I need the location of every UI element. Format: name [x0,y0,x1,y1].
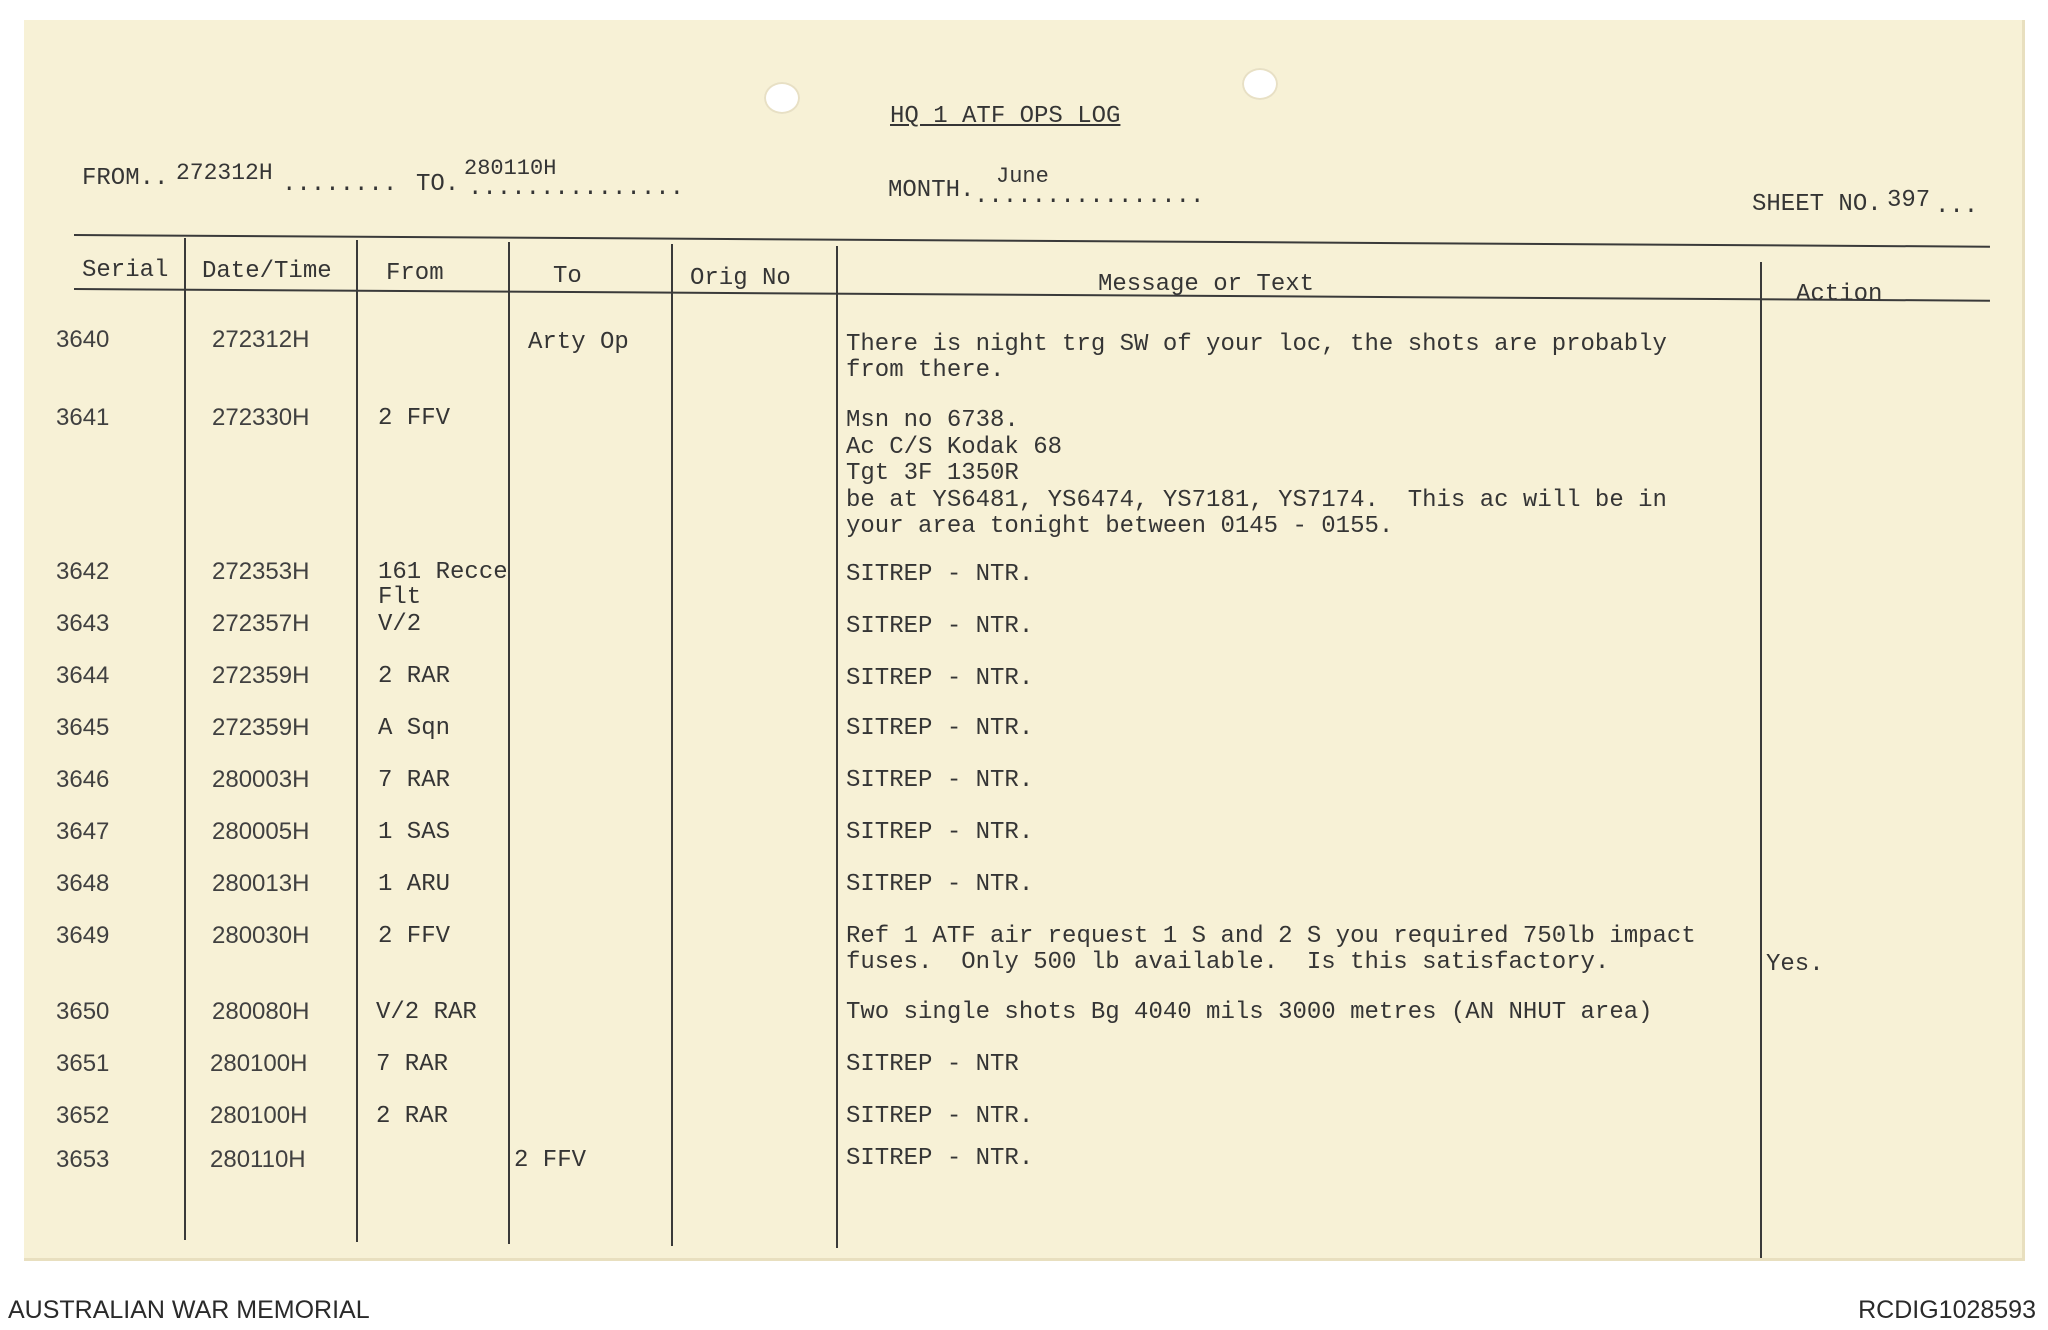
message-cell: Two single shots Bg 4040 mils 3000 metres (AN NHUT area) [846,999,1653,1026]
from-value: 272312H [176,160,273,186]
sheet-label: SHEET NO. [1752,191,1882,218]
to-value: 280110H [464,156,557,181]
message-cell: SITREP - NTR. [846,613,1034,640]
datetime-cell: 280110H [210,1146,306,1173]
serial-cell: 3653 [56,1146,110,1173]
datetime-cell: 272312H [212,326,310,353]
datetime-cell: 280100H [210,1102,308,1129]
from-cell: 2 FFV [378,923,451,950]
serial-cell: 3649 [56,922,110,949]
column-divider [184,238,186,1240]
sheet-dots: ... [1935,193,1979,220]
serial-cell: 3652 [56,1102,110,1129]
datetime-cell: 272359H [212,662,310,689]
message-cell: SITREP - NTR. [846,561,1034,588]
column-divider [356,240,358,1242]
from-cell: 2 RAR [378,663,451,690]
datetime-cell: 280003H [212,766,310,793]
punch-hole-right [1242,68,1278,100]
to-cell: Arty Op [528,329,629,356]
column-header-serial: Serial [82,257,169,284]
serial-cell: 3643 [56,610,110,637]
from-cell: 161 Recce Flt [378,559,508,611]
message-cell: SITREP - NTR. [846,819,1034,846]
footer-record-id: RCDIG1028593 [1858,1296,2036,1324]
serial-cell: 3651 [56,1050,110,1077]
datetime-cell: 280013H [212,870,310,897]
serial-cell: 3644 [56,662,110,689]
from-cell: A Sqn [378,715,451,742]
from-cell: 2 FFV [378,405,451,432]
serial-cell: 3648 [56,870,110,897]
month-label: MONTH. [888,177,975,204]
action-cell: Yes. [1766,951,1824,978]
datetime-cell: 272359H [212,714,310,741]
serial-cell: 3647 [56,818,110,845]
message-cell: SITREP - NTR. [846,1145,1034,1172]
column-header-message: Message or Text [1098,271,1315,298]
column-divider [836,246,838,1248]
from-label: FROM.. [82,165,169,192]
from-dots: ........ [282,171,398,198]
datetime-cell: 280080H [212,998,310,1025]
from-cell: 1 ARU [378,871,451,898]
serial-cell: 3642 [56,558,110,585]
column-divider [671,244,673,1246]
serial-cell: 3641 [56,404,110,431]
column-header-action: Action [1796,281,1883,308]
month-value: June [996,164,1049,189]
to-cell: 2 FFV [514,1147,587,1174]
datetime-cell: 280030H [212,922,310,949]
serial-cell: 3640 [56,326,110,353]
datetime-cell: 272330H [212,404,310,431]
serial-cell: 3646 [56,766,110,793]
message-cell: SITREP - NTR. [846,871,1034,898]
message-cell: SITREP - NTR. [846,665,1034,692]
footer-source: AUSTRALIAN WAR MEMORIAL [8,1296,370,1324]
column-header-orig-no: Orig No [690,265,791,292]
from-cell: 7 RAR [376,1051,449,1078]
datetime-cell: 272353H [212,558,310,585]
punch-hole-left [764,82,800,114]
message-cell: SITREP - NTR [846,1051,1019,1078]
datetime-cell: 280100H [210,1050,308,1077]
from-cell: 7 RAR [378,767,451,794]
from-cell: 2 RAR [376,1103,449,1130]
message-cell: SITREP - NTR. [846,715,1034,742]
serial-cell: 3645 [56,714,110,741]
column-header-from: From [386,260,444,287]
column-divider [508,242,510,1244]
message-cell: Msn no 6738. Ac C/S Kodak 68 Tgt 3F 1350R be at YS6481, YS6474, YS7181, YS7174. This ac will be in your area tonight between 0145 - 0155. [846,407,1667,540]
to-label: TO. [416,171,460,198]
message-cell: Ref 1 ATF air request 1 S and 2 S you required 750lb impact fuses. Only 500 lb available. Is this satisfactory. [846,923,1696,976]
from-cell: 1 SAS [378,819,451,846]
page-title: HQ 1 ATF OPS LOG [890,103,1121,130]
message-cell: There is night trg SW of your loc, the shots are probably from there. [846,331,1667,384]
message-cell: SITREP - NTR. [846,1103,1034,1130]
message-cell: SITREP - NTR. [846,767,1034,794]
datetime-cell: 272357H [212,610,310,637]
from-cell: V/2 RAR [376,999,477,1026]
serial-cell: 3650 [56,998,110,1025]
from-cell: V/2 [378,611,422,638]
column-header-to: To [553,263,582,290]
datetime-cell: 280005H [212,818,310,845]
to-dots: ............... [468,175,685,202]
column-divider [1760,262,1762,1258]
month-dots: ................ [974,183,1205,210]
sheet-value: 397 [1887,187,1931,214]
column-header-datetime: Date/Time [202,258,332,285]
